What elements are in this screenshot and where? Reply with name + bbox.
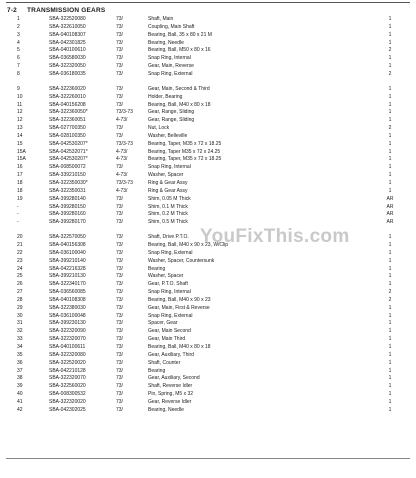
- ref-number: 41: [17, 398, 23, 405]
- part-number: SBA-322320080: [49, 351, 86, 358]
- model-code: 73/: [116, 406, 123, 413]
- description: Bearing, Needle: [148, 39, 184, 46]
- model-code: 73/: [116, 383, 123, 390]
- ref-number: 10: [17, 93, 23, 100]
- part-number: SBA-322320090: [49, 328, 86, 335]
- ref-number: 18: [17, 180, 23, 186]
- table-row: [0, 305, 416, 312]
- ref-number: 14: [17, 132, 23, 139]
- model-code: 4-73/: [116, 148, 128, 155]
- table-row: [0, 273, 416, 280]
- model-code: 73/: [116, 296, 123, 303]
- table-row: [0, 368, 416, 375]
- description: Nut, Lock: [148, 125, 170, 132]
- table-row: [0, 109, 416, 116]
- description: Bearing, Ball, M40 x 90 x 23: [148, 296, 211, 303]
- ref-number: 6: [17, 55, 20, 62]
- ref-number: 16: [17, 164, 23, 171]
- table-row: [0, 407, 416, 414]
- part-number: SBA-399280160: [49, 211, 86, 218]
- ref-number: 12: [17, 109, 23, 116]
- description: Bearing, Ball, M40 x 80 x 18: [148, 344, 211, 350]
- table-row: [0, 375, 416, 382]
- quantity: 1: [388, 351, 392, 358]
- ref-number: 40: [17, 391, 23, 398]
- part-number: SBA-322360020: [49, 85, 86, 92]
- quantity: 1: [388, 31, 392, 38]
- model-code: 4-73/: [116, 172, 128, 179]
- ref-number: 12: [17, 117, 23, 124]
- table-row: [0, 219, 416, 226]
- quantity: 1: [388, 391, 392, 398]
- description: Gear, Main, Second & Third: [148, 85, 210, 92]
- table-row: [0, 32, 416, 39]
- description: Washer, Spacer, Countersunk: [148, 257, 215, 264]
- table-row: [0, 391, 416, 398]
- watermark-text: YouFixThis.com: [200, 226, 350, 247]
- model-code: 73/: [116, 398, 123, 405]
- ref-number: 31: [17, 320, 23, 327]
- model-code: 73/: [116, 328, 123, 335]
- quantity: 1: [388, 101, 392, 108]
- description: Bearing: [148, 367, 166, 374]
- part-number: SBA-008500072: [49, 164, 86, 171]
- description: Bearing, Ball, M50 x 80 x 16: [148, 47, 211, 54]
- part-number: SBA-322520080: [49, 16, 86, 22]
- model-code: 73/: [116, 375, 123, 382]
- quantity: 1: [388, 117, 392, 124]
- table-row: [0, 63, 416, 70]
- part-number: SBA-322340170: [49, 281, 86, 288]
- model-code: 73/: [116, 344, 123, 350]
- table-row: [0, 289, 416, 296]
- quantity: 1: [388, 63, 392, 70]
- quantity: 1: [388, 16, 392, 22]
- table-row: [0, 336, 416, 343]
- ref-number: 28: [17, 296, 23, 303]
- quantity: 1: [388, 23, 392, 30]
- quantity: 2: [388, 296, 392, 303]
- ref-number: -: [17, 203, 19, 210]
- table-row: [0, 86, 416, 93]
- part-number: SBA-322610050: [49, 23, 86, 30]
- ref-number: 15: [17, 140, 23, 147]
- quantity: 1: [388, 273, 392, 280]
- part-number: SBA-040108307: [49, 31, 86, 38]
- part-number: SBA-040108308: [49, 296, 86, 303]
- quantity: 1: [388, 328, 392, 335]
- ref-number: 9: [17, 85, 20, 92]
- table-row: [0, 149, 416, 156]
- quantity: 1: [388, 55, 392, 62]
- quantity: 1: [388, 234, 392, 241]
- quantity: 1: [388, 39, 392, 46]
- model-code: 73/: [116, 273, 123, 280]
- model-code: 73/3-73: [116, 140, 133, 147]
- model-code: 73/: [116, 39, 123, 46]
- part-number: SBA-322320050: [49, 63, 86, 70]
- model-code: 73/: [116, 211, 123, 218]
- ref-number: 2: [17, 23, 20, 30]
- part-number: SBA-036560085: [49, 289, 86, 296]
- part-number: SBA-322350030*: [49, 180, 88, 186]
- part-number: SBA-322380030: [49, 304, 86, 311]
- section-number: 7-2: [7, 7, 17, 14]
- quantity: 1: [388, 344, 392, 350]
- table-row: [0, 125, 416, 132]
- description: Shim, 0.05 M Thick: [148, 195, 191, 202]
- table-row: [0, 164, 416, 171]
- table-row: [0, 211, 416, 218]
- model-code: 73/3-73: [116, 109, 133, 116]
- part-number: SBA-322570050: [49, 234, 86, 241]
- model-code: 73/: [116, 55, 123, 62]
- ref-number: 18: [17, 187, 23, 194]
- model-code: 73/: [116, 359, 123, 366]
- description: Washer, Belleville: [148, 132, 188, 139]
- part-number: SBA-339210150: [49, 172, 86, 179]
- table-row: [0, 16, 416, 23]
- part-number: SBA-399230130: [49, 320, 86, 327]
- description: Ring & Gear Assy: [148, 180, 188, 186]
- description: Shaft, Reverse Idler: [148, 383, 193, 390]
- model-code: 73/: [116, 23, 123, 30]
- description: Bearing, Ball, M40 x 80 x 18: [148, 101, 211, 108]
- quantity: 1: [388, 336, 392, 343]
- quantity: 1: [388, 85, 392, 92]
- description: Bearing, Taper, M35 x 72 x 18.25: [148, 156, 222, 163]
- model-code: 73/: [116, 234, 123, 241]
- part-number: SBA-042301825: [49, 39, 86, 46]
- model-code: 73/3-73: [116, 180, 133, 186]
- ref-number: 38: [17, 375, 23, 382]
- model-code: 73/: [116, 257, 123, 264]
- model-code: 73/: [116, 47, 123, 54]
- table-row: [0, 156, 416, 163]
- model-code: 73/: [116, 249, 123, 256]
- quantity: 2: [388, 289, 392, 296]
- quantity: 1: [388, 406, 392, 413]
- model-code: 73/: [116, 70, 123, 77]
- quantity: 1: [388, 187, 392, 194]
- description: Shim, 0.2 M Thick: [148, 211, 188, 218]
- part-number: SBA-040100611: [49, 344, 86, 350]
- ref-number: 3: [17, 31, 20, 38]
- ref-number: 34: [17, 344, 23, 350]
- quantity: 1: [388, 156, 392, 163]
- table-row: [0, 297, 416, 304]
- quantity: AR: [386, 195, 394, 202]
- table-row: [0, 133, 416, 140]
- part-number: SBA-042530207*: [49, 156, 88, 163]
- quantity: 2: [388, 47, 392, 54]
- part-number: SBA-399280140: [49, 195, 86, 202]
- part-number: SBA-322260010: [49, 93, 86, 100]
- ref-number: 1: [17, 16, 20, 22]
- ref-number: 29: [17, 304, 23, 311]
- table-row: [0, 55, 416, 62]
- model-code: 73/: [116, 391, 123, 398]
- table-row: [0, 281, 416, 288]
- description: Gear, Auxiliary, Second: [148, 375, 200, 382]
- table-row: [0, 180, 416, 187]
- table-row: [0, 352, 416, 359]
- table-row: [0, 71, 416, 78]
- description: Shim, 0.1 M Thick: [148, 203, 188, 210]
- table-row: [0, 242, 416, 249]
- table-row: [0, 258, 416, 265]
- part-number: SBA-399210130: [49, 273, 86, 280]
- part-number: SBA-042302025: [49, 406, 86, 413]
- part-number: SBA-042532071*: [49, 148, 88, 155]
- table-row: [0, 172, 416, 179]
- model-code: 73/: [116, 203, 123, 210]
- quantity: 1: [388, 383, 392, 390]
- quantity: 1: [388, 257, 392, 264]
- model-code: 4-73/: [116, 156, 128, 163]
- model-code: 73/: [116, 289, 123, 296]
- description: Gear, Main Third: [148, 336, 186, 343]
- ref-number: 33: [17, 336, 23, 343]
- table-row: [0, 94, 416, 101]
- part-number: SBA-042210128: [49, 367, 86, 374]
- quantity: AR: [386, 219, 394, 226]
- quantity: AR: [386, 211, 394, 218]
- ref-number: 21: [17, 241, 23, 248]
- bottom-rule: [6, 458, 410, 459]
- model-code: 73/: [116, 336, 123, 343]
- part-number: SBA-027700350: [49, 125, 86, 132]
- part-number: SBA-322560020: [49, 383, 86, 390]
- ref-number: 4: [17, 39, 20, 46]
- table-row: [0, 328, 416, 335]
- description: Gear, Range, Sliding: [148, 117, 195, 124]
- ref-number: 42: [17, 406, 23, 413]
- quantity: 1: [388, 164, 392, 171]
- table-row: [0, 399, 416, 406]
- model-code: 73/: [116, 351, 123, 358]
- quantity: 1: [388, 109, 392, 116]
- model-code: 73/: [116, 164, 123, 171]
- quantity: 1: [388, 148, 392, 155]
- description: Snap Ring, Internal: [148, 289, 191, 296]
- table-row: [0, 234, 416, 241]
- description: Shaft, Main: [148, 16, 174, 22]
- table-row: [0, 24, 416, 31]
- model-code: 73/: [116, 195, 123, 202]
- description: Shim, 0.5 M Thick: [148, 219, 188, 226]
- table-row: [0, 360, 416, 367]
- ref-number: 5: [17, 47, 20, 54]
- part-number: SBA-042216328: [49, 265, 86, 272]
- part-number: SBA-040156208: [49, 101, 86, 108]
- description: Snap Ring, External: [148, 70, 193, 77]
- quantity: 1: [388, 367, 392, 374]
- part-number: SBA-036100048: [49, 312, 86, 319]
- model-code: 73/: [116, 219, 123, 226]
- ref-number: 7: [17, 63, 20, 70]
- ref-number: 11: [17, 101, 23, 108]
- part-number: SBA-322350031: [49, 187, 86, 194]
- model-code: 4-73/: [116, 187, 128, 194]
- description: Shaft, Drive P.T.O.: [148, 234, 189, 241]
- table-row: [0, 188, 416, 195]
- description: Gear, Main Second: [148, 328, 191, 335]
- quantity: 1: [388, 140, 392, 147]
- description: Spacer, Gear: [148, 320, 178, 327]
- part-number: SBA-399280170: [49, 219, 86, 226]
- quantity: 1: [388, 320, 392, 327]
- description: Bearing, Taper M35 x 72 x 24.25: [148, 148, 221, 155]
- description: Snap Ring, External: [148, 249, 193, 256]
- table-row: [0, 141, 416, 148]
- ref-number: 22: [17, 249, 23, 256]
- table-row: [0, 117, 416, 124]
- model-code: 73/: [116, 85, 123, 92]
- ref-number: 19: [17, 195, 23, 202]
- description: Pin, Spring, M5 x 32: [148, 391, 194, 398]
- table-row: [0, 344, 416, 351]
- quantity: 1: [388, 359, 392, 366]
- model-code: 73/: [116, 367, 123, 374]
- description: Bearing, Ball, 35 x 80 x 21 M: [148, 31, 212, 38]
- description: Holder, Bearing: [148, 93, 183, 100]
- part-number: SBA-322320070: [49, 336, 86, 343]
- ref-number: 23: [17, 257, 23, 264]
- description: Washer, Spacer: [148, 172, 184, 179]
- quantity: 1: [388, 249, 392, 256]
- part-number: SBA-036100040: [49, 249, 86, 256]
- description: Bearing, Ball, M40 x 90 x 23, W/Clip: [148, 241, 229, 248]
- model-code: 73/: [116, 93, 123, 100]
- quantity: 2: [388, 125, 392, 132]
- part-number: SBA-040100610: [49, 47, 86, 54]
- part-number: SBA-322320070: [49, 375, 86, 382]
- description: Bearing: [148, 265, 166, 272]
- description: Snap Ring, Internal: [148, 55, 191, 62]
- ref-number: 27: [17, 289, 23, 296]
- ref-number: -: [17, 219, 19, 226]
- table-row: [0, 313, 416, 320]
- section-title: TRANSMISSION GEARS: [27, 7, 106, 14]
- description: Gear, Range, Sliding: [148, 109, 195, 116]
- part-number: SBA-036180035: [49, 70, 86, 77]
- part-number: SBA-399280150: [49, 203, 86, 210]
- ref-number: 37: [17, 367, 23, 374]
- description: Ring & Gear Assy: [148, 187, 188, 194]
- description: Washer, Spacer: [148, 273, 184, 280]
- description: Gear, Auxiliary, Third: [148, 351, 194, 358]
- description: Bearing, Taper, M35 x 72 x 18.25: [148, 140, 222, 147]
- table-row: [0, 204, 416, 211]
- model-code: 73/: [116, 304, 123, 311]
- part-number: SBA-322520020: [49, 359, 86, 366]
- quantity: 1: [388, 180, 392, 186]
- model-code: 73/: [116, 320, 123, 327]
- part-number: SBA-322360050*: [49, 109, 88, 116]
- part-number: SBA-042530207*: [49, 140, 88, 147]
- model-code: 73/: [116, 265, 123, 272]
- part-number: SBA-322320020: [49, 398, 86, 405]
- quantity: 1: [388, 398, 392, 405]
- description: Bearing, Needle: [148, 406, 184, 413]
- model-code: 4-73/: [116, 117, 128, 124]
- table-row: [0, 320, 416, 327]
- ref-number: 15A: [17, 156, 26, 163]
- ref-number: 26: [17, 281, 23, 288]
- description: Snap Ring, External: [148, 312, 193, 319]
- model-code: 73/: [116, 132, 123, 139]
- table-row: [0, 196, 416, 203]
- quantity: 1: [388, 281, 392, 288]
- ref-number: 24: [17, 265, 23, 272]
- part-number: SBA-028100350: [49, 132, 86, 139]
- model-code: 73/: [116, 63, 123, 70]
- table-row: [0, 383, 416, 390]
- ref-number: 20: [17, 234, 23, 241]
- ref-number: 32: [17, 328, 23, 335]
- quantity: 1: [388, 241, 392, 248]
- model-code: 73/: [116, 281, 123, 288]
- description: Gear, Reverse Idler: [148, 398, 192, 405]
- ref-number: 13: [17, 125, 23, 132]
- part-number: SBA-399210140: [49, 257, 86, 264]
- table-row: [0, 266, 416, 273]
- part-number: SBA-008300532: [49, 391, 86, 398]
- ref-number: 17: [17, 172, 23, 179]
- quantity: 1: [388, 312, 392, 319]
- quantity: 1: [388, 93, 392, 100]
- quantity: 1: [388, 265, 392, 272]
- description: Snap Ring, Internal: [148, 164, 191, 171]
- ref-number: -: [17, 211, 19, 218]
- quantity: 2: [388, 70, 392, 77]
- model-code: 73/: [116, 31, 123, 38]
- quantity: 1: [388, 375, 392, 382]
- description: Shaft, Counter: [148, 359, 181, 366]
- ref-number: 39: [17, 383, 23, 390]
- part-number: SBA-322360051: [49, 117, 86, 124]
- model-code: 73/: [116, 16, 123, 22]
- table-row: [0, 250, 416, 257]
- table-row: [0, 40, 416, 47]
- model-code: 73/: [116, 312, 123, 319]
- ref-number: 35: [17, 351, 23, 358]
- description: Gear, Main, Reverse: [148, 63, 194, 70]
- description: Gear, Main, First & Reverse: [148, 304, 210, 311]
- quantity: 1: [388, 304, 392, 311]
- quantity: 1: [388, 172, 392, 179]
- ref-number: 8: [17, 70, 20, 77]
- table-row: [0, 47, 416, 54]
- ref-number: 25: [17, 273, 23, 280]
- part-number: SBA-040156308: [49, 241, 86, 248]
- quantity: AR: [386, 203, 394, 210]
- description: Coupling, Main Shaft: [148, 23, 195, 30]
- table-row: [0, 102, 416, 109]
- model-code: 73/: [116, 125, 123, 132]
- quantity: 1: [388, 132, 392, 139]
- description: Gear, P.T.O. Shaft: [148, 281, 188, 288]
- ref-number: 30: [17, 312, 23, 319]
- model-code: 73/: [116, 241, 123, 248]
- ref-number: 36: [17, 359, 23, 366]
- model-code: 73/: [116, 101, 123, 108]
- part-number: SBA-036580030: [49, 55, 86, 62]
- ref-number: 15A: [17, 148, 26, 155]
